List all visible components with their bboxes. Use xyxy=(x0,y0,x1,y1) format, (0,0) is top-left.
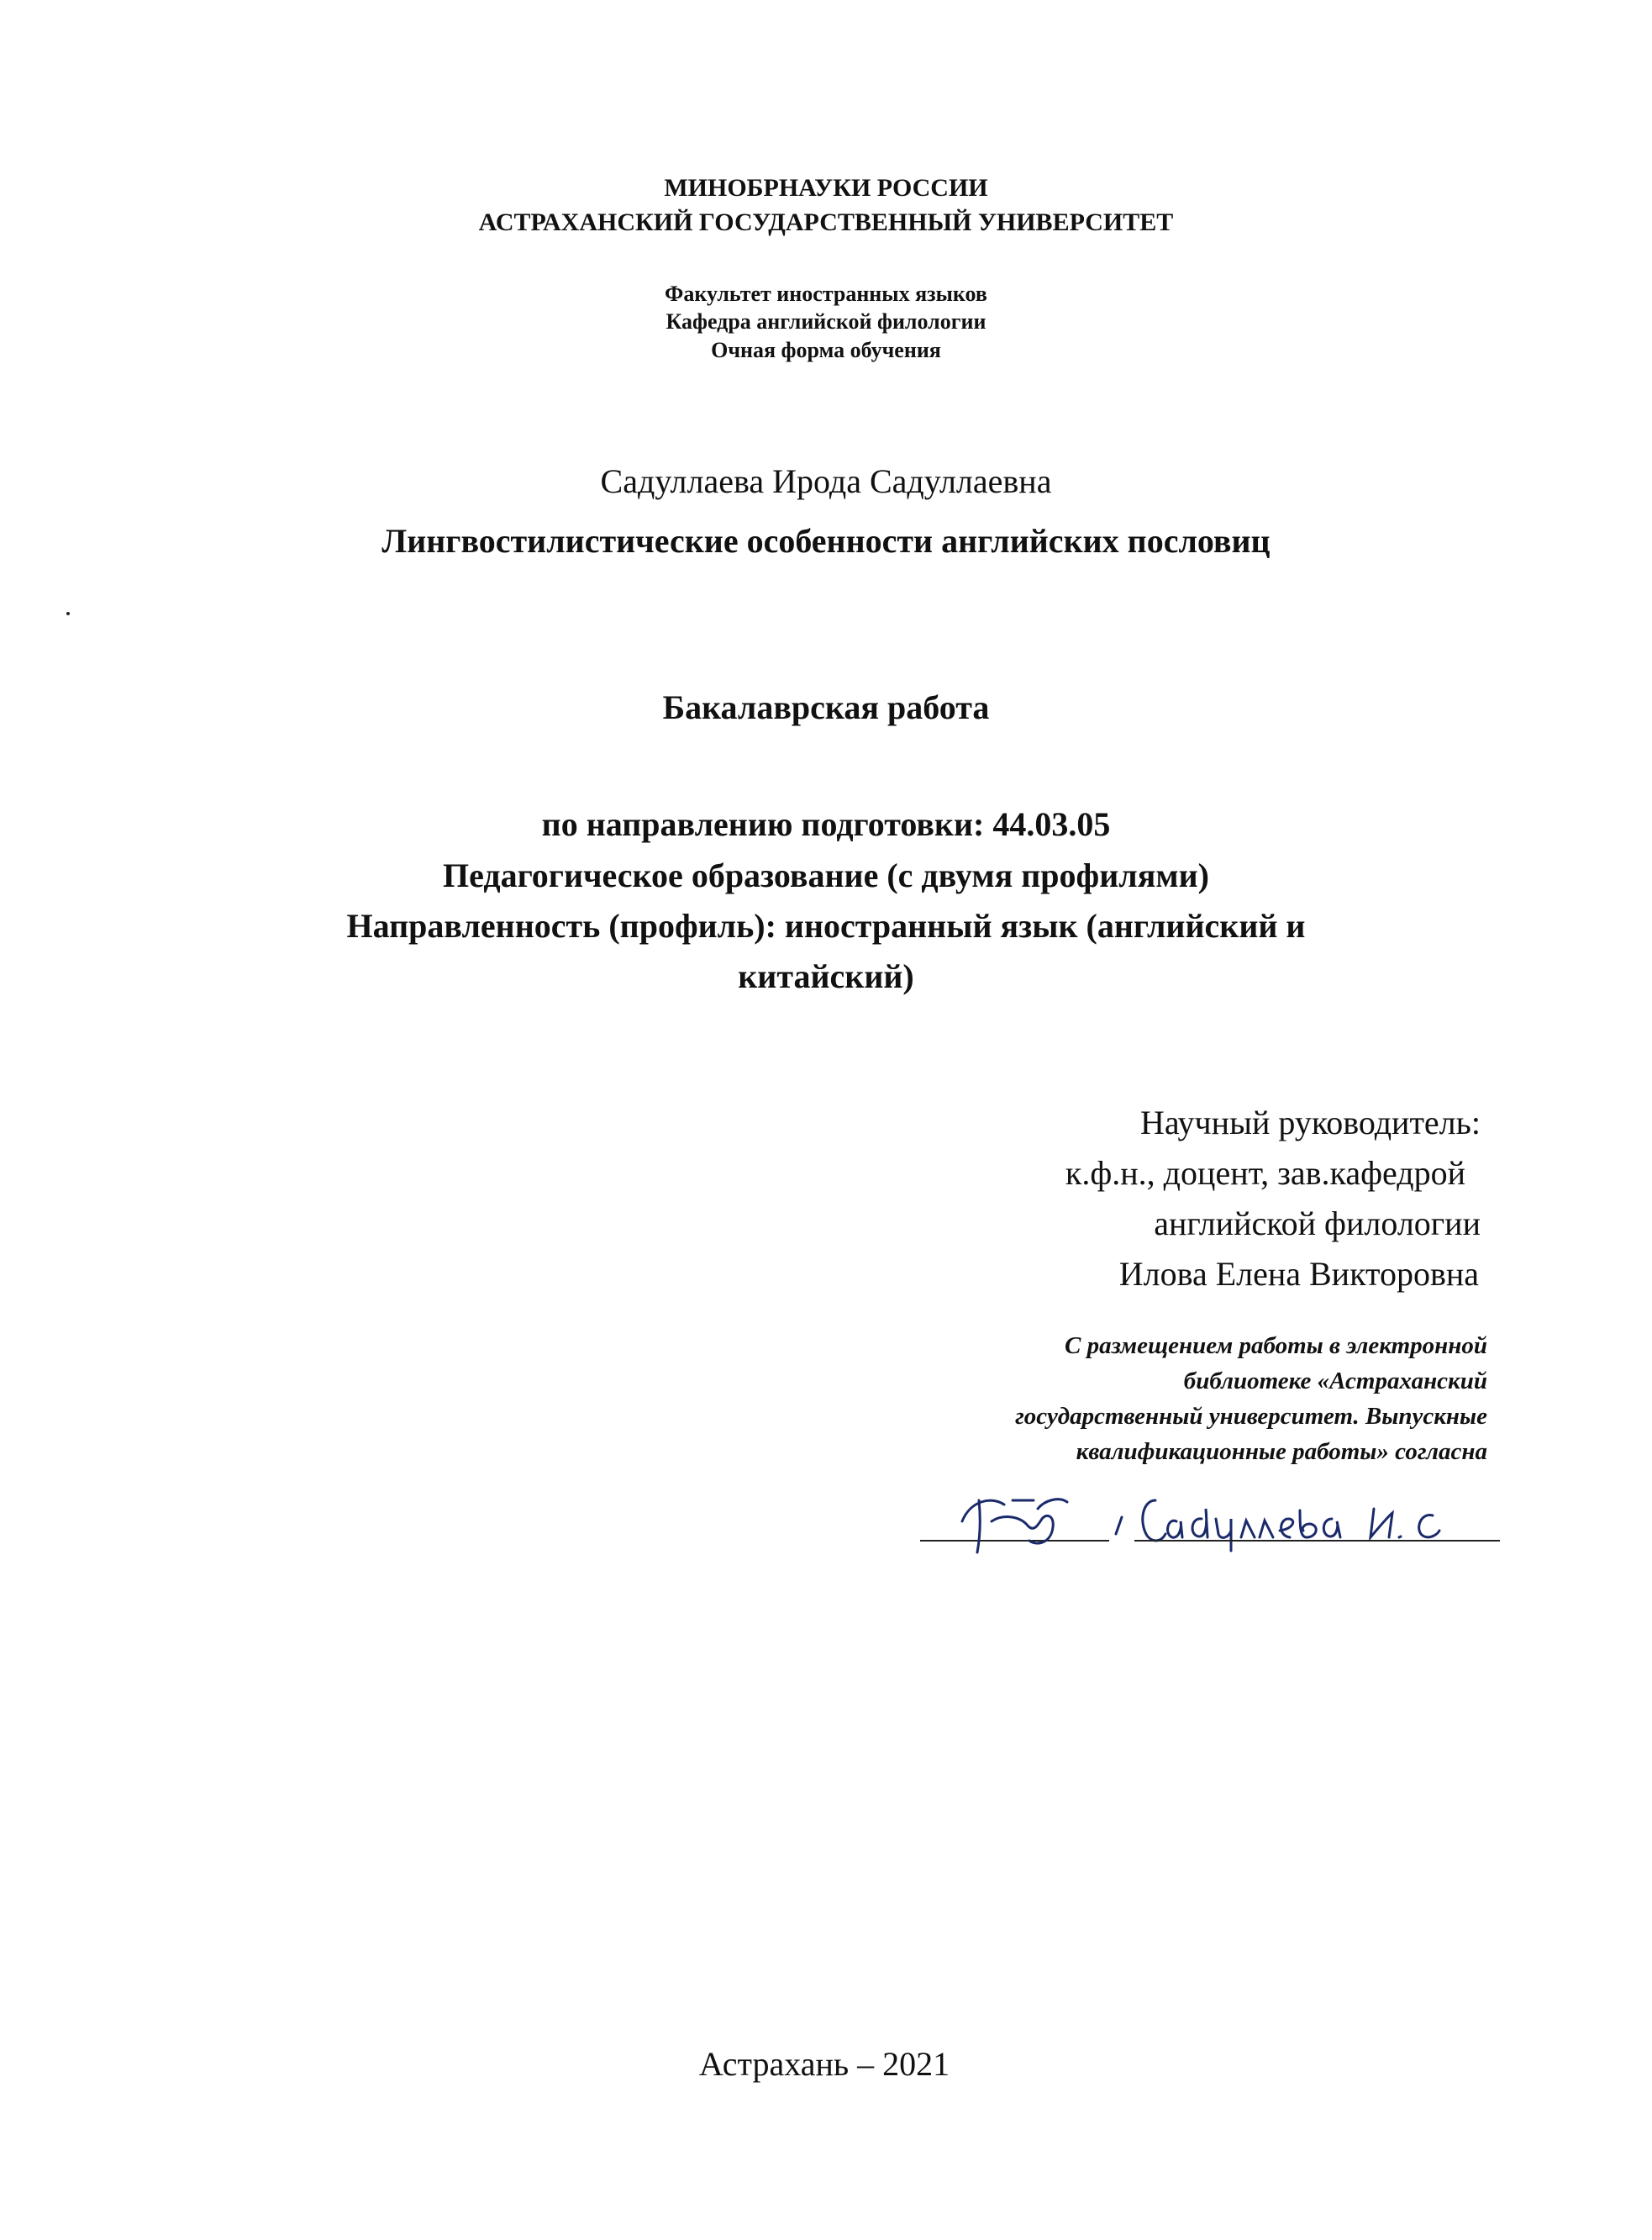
work-type: Бакалаврская работа xyxy=(662,688,990,726)
author-name: Садуллаева Ирода Садуллаевна xyxy=(600,462,1052,500)
consent-line-4: квалификационные работы» согласна xyxy=(1076,1438,1487,1465)
supervisor-label: Научный руководитель: xyxy=(1139,1104,1481,1141)
signature-scribble xyxy=(962,1499,1067,1552)
supervisor-degree: к.ф.н., доцент, зав.кафедрой xyxy=(1065,1154,1465,1192)
department-name: Кафедра английской филологии xyxy=(666,309,986,334)
study-form: Очная форма обучения xyxy=(711,338,941,362)
scan-speck xyxy=(66,612,70,615)
consent-line-2: библиотеке «Астраханский xyxy=(1183,1368,1487,1394)
consent-line-1: С размещением работы в электронной xyxy=(1065,1332,1487,1359)
signature-initials xyxy=(1371,1509,1439,1537)
handwritten-signature xyxy=(912,1475,1517,1568)
supervisor-department: английской филологии xyxy=(1154,1204,1481,1242)
ministry-name: МИНОБРНАУКИ РОССИИ xyxy=(664,174,988,202)
university-name: АСТРАХАНСКИЙ ГОСУДАРСТВЕННЫЙ УНИВЕРСИТЕТ xyxy=(478,208,1174,236)
city-year: Астрахань – 2021 xyxy=(698,2045,950,2083)
direction-line-3: Направленность (профиль): иностранный язык (английский и xyxy=(346,907,1306,945)
thesis-title: Лингвостилистические особенности английских пословиц xyxy=(381,522,1271,560)
signature-name-handwriting xyxy=(1143,1500,1340,1551)
supervisor-name: Илова Елена Викторовна xyxy=(1118,1255,1479,1293)
signature-slash xyxy=(1116,1517,1122,1534)
direction-line-2: Педагогическое образование (с двумя профилями) xyxy=(443,856,1209,894)
direction-line-1: по направлению подготовки: 44.03.05 xyxy=(541,805,1111,843)
faculty-name: Факультет иностранных языков xyxy=(665,282,987,306)
direction-line-4: китайский) xyxy=(738,957,914,995)
consent-line-3: государственный университет. Выпускные xyxy=(1015,1403,1487,1430)
